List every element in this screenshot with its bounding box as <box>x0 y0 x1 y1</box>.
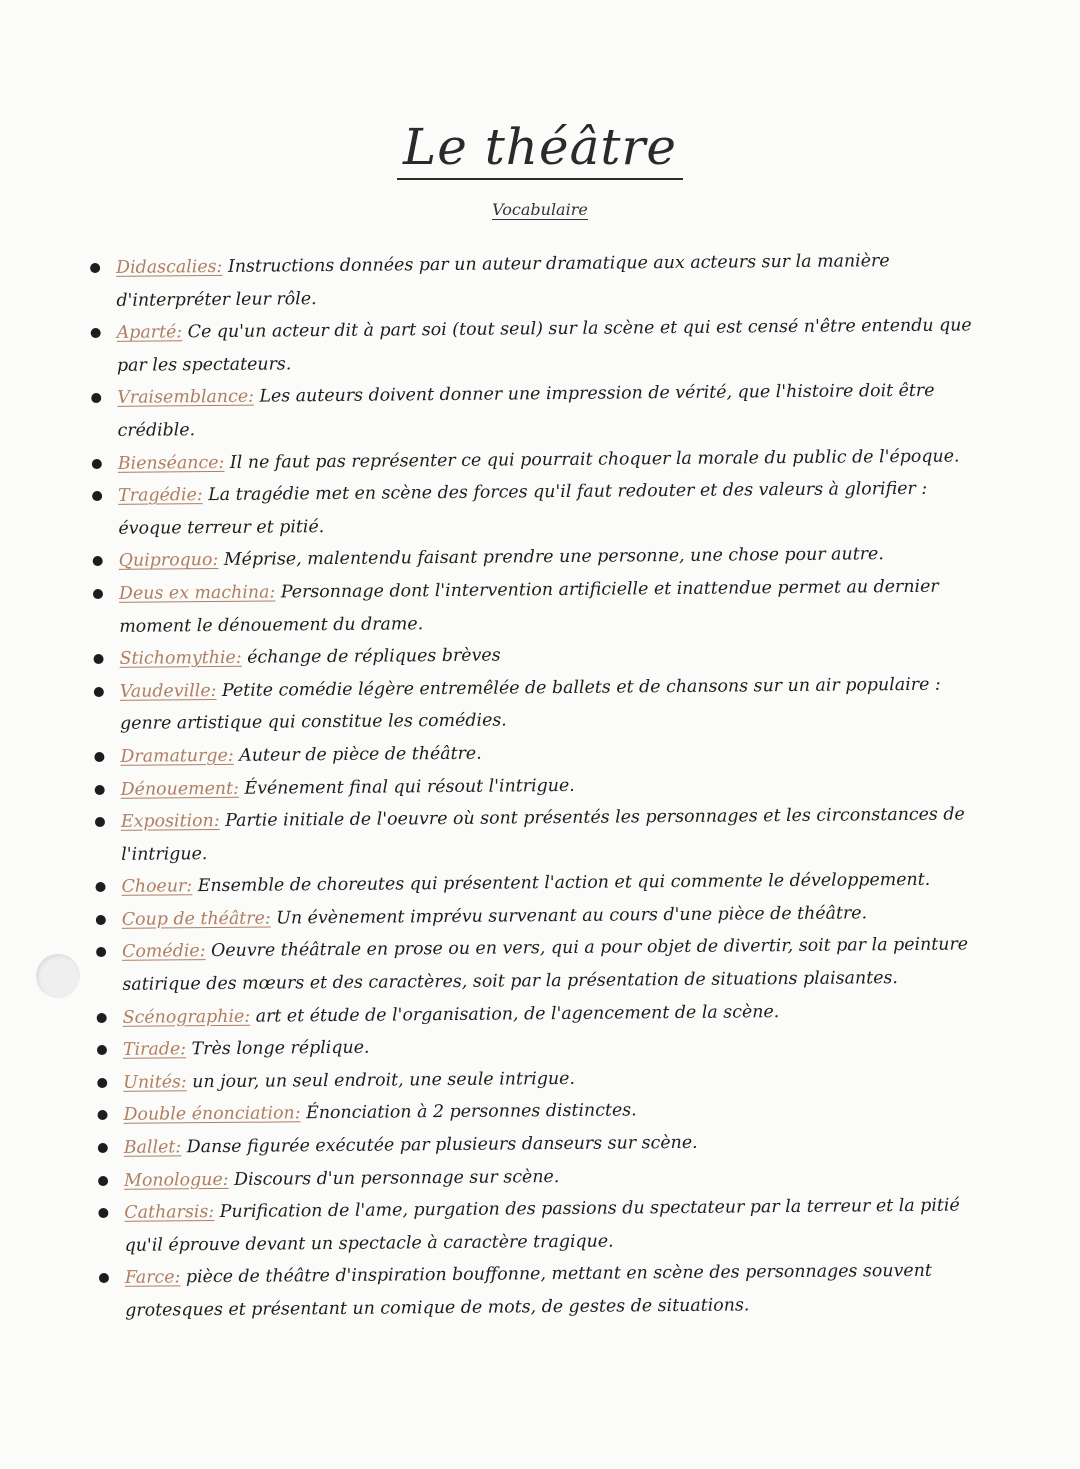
bullet-icon <box>97 1013 107 1023</box>
entry-term: Ballet: <box>123 1137 182 1158</box>
entry-term: Choeur: <box>121 876 193 898</box>
entry-definition: Oeuvre théâtrale en prose ou en vers, qui a pour objet de divertir, soit par la peinture satirique des mœurs et des caractères, soit par la présentation de situations plaisantes. <box>122 934 969 995</box>
entry-term: Catharsis: <box>124 1202 215 1224</box>
entry-term: Aparté: <box>116 322 183 344</box>
entry-definition: art et étude de l'organisation, de l'agencement de la scène. <box>250 1001 780 1027</box>
entry-definition: Énonciation à 2 personnes distinctes. <box>300 1100 637 1124</box>
entry-definition: Ensemble de choreutes qui présentent l'action et qui commente le développement. <box>192 870 931 897</box>
vocabulary-entry <box>104 668 995 741</box>
entry-definition: échange de répliques brèves <box>241 645 501 668</box>
bullet-icon <box>96 882 106 892</box>
vocabulary-entry <box>106 929 997 1002</box>
vocabulary-entry <box>101 375 992 448</box>
entry-term: Dénouement: <box>120 778 240 800</box>
vocabulary-entry <box>105 798 996 871</box>
vocabulary-entry <box>101 309 992 382</box>
bullet-icon <box>93 556 103 566</box>
bullet-icon <box>93 589 103 599</box>
bullet-icon <box>96 915 106 925</box>
bullet-icon <box>97 1110 107 1120</box>
entry-term: Unités: <box>123 1072 187 1093</box>
entry-term: Tragédie: <box>118 485 203 507</box>
bullet-icon <box>92 491 102 501</box>
entry-definition: Personnage dont l'intervention artificielle et inattendue permet au dernier moment le dénouement du drame. <box>119 576 939 637</box>
entry-definition: un jour, un seul endroit, une seule intrigue. <box>186 1068 576 1093</box>
bullet-icon <box>98 1176 108 1186</box>
entry-term: Deus ex machina: <box>118 582 276 604</box>
entry-term: Didascalies: <box>116 256 223 278</box>
entry-definition: Méprise, malentendu faisant prendre une personne, une chose pour autre. <box>218 544 884 571</box>
bullet-icon <box>98 1143 108 1153</box>
entry-term: Dramaturge: <box>120 745 234 767</box>
entry-term: Comédie: <box>122 941 206 963</box>
entry-term: Vaudeville: <box>119 680 217 702</box>
page-subtitle-text: Vocabulaire <box>492 200 588 219</box>
binder-hole <box>36 954 80 998</box>
bullet-icon <box>91 393 101 403</box>
entry-definition: Il ne faut pas représenter ce qui pourrait choquer la morale du public de l'époque. <box>224 446 960 473</box>
entry-definition: Petite comédie légère entremêlée de ballets et de chansons sur un air populaire : genre artistique qui constitue les comédies. <box>120 674 941 735</box>
vocabulary-entry <box>103 570 994 643</box>
entry-definition: Auteur de pièce de théâtre. <box>233 743 482 766</box>
entry-term: Stichomythie: <box>119 647 242 669</box>
entry-term: Bienséance: <box>117 452 225 474</box>
bullet-icon <box>96 947 106 957</box>
bullet-icon <box>97 1045 107 1055</box>
bullet-icon <box>97 1078 107 1088</box>
entry-definition: pièce de théâtre d'inspiration bouffonne, mettant en scène des personnages souvent grotesques et présentant un comique de mots, de gestes de situations. <box>125 1261 932 1321</box>
page-subtitle <box>0 200 1080 219</box>
entry-term: Vraisemblance: <box>117 387 255 409</box>
entry-definition: Instructions données par un auteur dramatique aux acteurs sur la manière d'interpréter leur rôle. <box>116 251 890 311</box>
entry-definition: Événement final qui résout l'intrigue. <box>238 775 575 799</box>
page-title <box>0 118 1080 176</box>
bullet-icon <box>91 328 101 338</box>
bullet-icon <box>99 1273 109 1283</box>
bullet-icon <box>90 263 100 273</box>
entry-definition: Danse figurée exécutée par plusieurs danseurs sur scène. <box>181 1132 698 1158</box>
bullet-icon <box>94 752 104 762</box>
entry-term: Monologue: <box>124 1169 229 1191</box>
bullet-icon <box>92 459 102 469</box>
entry-term: Quiproquo: <box>118 550 219 572</box>
entry-term: Farce: <box>124 1267 181 1289</box>
entry-term: Tirade: <box>122 1039 187 1061</box>
bullet-icon <box>98 1208 108 1218</box>
entry-definition: Un évènement imprévu survenant au cours d'une pièce de théâtre. <box>270 903 868 929</box>
entry-term: Scénographie: <box>122 1006 251 1028</box>
vocabulary-entry <box>109 1255 1000 1328</box>
vocabulary-list <box>100 244 999 1327</box>
vocabulary-entry <box>100 244 991 317</box>
entry-term: Exposition: <box>120 811 220 832</box>
entry-term: Double énonciation: <box>123 1103 301 1126</box>
vocabulary-entry <box>102 472 993 545</box>
entry-definition: Les auteurs doivent donner une impression de vérité, que l'histoire doit être crédible. <box>117 381 935 441</box>
entry-definition: Partie initiale de l'oeuvre où sont présentés les personnages et les circonstances de l'intrigue. <box>121 804 965 865</box>
page-title-text: Le théâtre <box>397 118 683 180</box>
entry-definition: Discours d'un personnage sur scène. <box>228 1166 560 1190</box>
bullet-icon <box>95 817 105 827</box>
entry-definition: Ce qu'un acteur dit à part soi (tout seul) sur la scène et qui est censé n'être entendu que par les spectateurs. <box>116 315 972 376</box>
entry-definition: Très longe réplique. <box>186 1037 370 1060</box>
vocabulary-entry <box>108 1189 999 1262</box>
entry-definition: La tragédie met en scène des forces qu'il faut redouter et des valeurs à glorifier : évoque terreur et pitié. <box>118 478 928 539</box>
entry-term: Coup de théâtre: <box>121 908 271 930</box>
bullet-icon <box>94 654 104 664</box>
entry-definition: Purification de l'ame, purgation des passions du spectateur par la terreur et la pitié qu'il éprouve devant un spectacle à caractère tragique. <box>124 1195 960 1256</box>
bullet-icon <box>94 687 104 697</box>
bullet-icon <box>95 784 105 794</box>
